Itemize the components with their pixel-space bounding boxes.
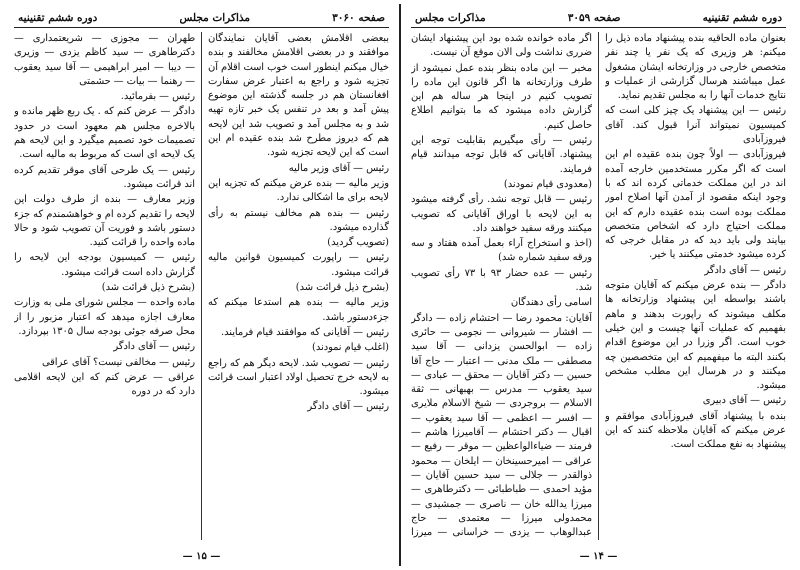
paragraph: طهران — مجوزی — شریعتمداری — دکترطاهری — سید کاظم یزدی — وزیری — دیبا — امیر ابراهیمی — آقا سید یعقوب — رهنما — بیات — حشمتی: [14, 33, 195, 87]
right-page-column-right: [605, 32, 786, 540]
paragraph: ماده واحده — مجلس شورای ملی به وزارت معارف اجازه میدهد که اعتبار مزبور را از محل صرفه جوئی بودجه سال ۱۳۰۵ بپردازد.: [14, 297, 195, 337]
column-divider: [598, 32, 599, 540]
paragraph: آقایان: محمود رضا — احتشام زاده — دادگر — افشار — شیروانی — نجومی — حائری زاده — ابوالحسن یزدانی — آقا سید مصطفی — ملک مدنی — اعتبار — حاج آقا حسین — دکتر آقایان — محقق — عبادی — سید یعقوب — مدرس — بهبهانی — ثقة الاسلام — بروجردی — شیخ الاسلام ملایری — افسر — اعظمی — آقا سید یعقوب — اقبال — دکتر احتشام — آقامیرزا هاشم — فرمند — ضیاءالواعظین — موقر — رفیع — عراقی — امیرحسینخان — ایلخان — محمود ذوالقدر — جلالی — سید حسین آقایان — مؤید احمدی — طباطبائی — دکترطاهری — میرزا یدالله خان — ناصری — جمشیدی — محمدولی میرزا — معتمدی — حاج عبدالوهاب — یزدی — خراسانی — میرزا: [411, 312, 592, 539]
paragraph: رئیس — آقای دبیری: [702, 395, 786, 407]
left-page-title: مذاکرات مجلس: [179, 12, 251, 24]
paragraph: بنده با پیشنهاد آقای فیروزآبادی موافقم و عرض میکنم که آقایان ملاحظه کنند که این پیشنهاد به نفع مملکت است.: [605, 410, 786, 451]
left-page-header: [14, 10, 389, 28]
paragraph: رئیس — راپورت کمیسیون قوانین مالیه قرائت میشود.: [208, 252, 389, 278]
left-page-session: دوره ششم تقنینیه: [18, 12, 98, 24]
book-spread: [4, 4, 796, 566]
left-page-columns: [14, 32, 389, 540]
paragraph: مخبر — این ماده بنظر بنده عمل نمیشود از طرف وزارتخانه ها اگر قانون این ماده را تصویب کنیم در اینجا هر ساله هم این گزارش داده میشود که ما بتوانیم اطلاع حاصل کنیم.: [411, 62, 592, 131]
left-page-column-left: [14, 32, 195, 540]
right-page-number: صفحه ۳۰۵۹: [567, 12, 621, 24]
paragraph: رئیس — کمیسیون بودجه این لایحه را گزارش داده است قرائت میشود.: [14, 252, 195, 278]
paragraph: رئیس — آقای دادگر: [704, 264, 786, 276]
paragraph: اگر ماده خوانده شده بود این پیشنهاد ایشان ضرری نداشت ولی الان موقع آن نیست.: [411, 33, 592, 59]
left-page: [4, 4, 401, 566]
paragraph: رئیس — قابل توجه نشد. رأی گرفته میشود به این لایحه با اوراق آقایانی که تصویب میکنند ورقه سفید خواهند داد.: [411, 194, 592, 234]
paragraph: بعنوان ماده الحاقیه بنده پیشنهاد ماده ذیل را میکنم: هر وزیری که یک نفر یا چند نفر متخصص خارجی در وزارتخانه ایشان مشغول عمل میباشند هرسال گزارشی از عملیات و نتایج خدمات آنها را به مجلس تقدیم نماید.: [605, 33, 786, 102]
right-page-footer: — ۱۴ —: [579, 551, 618, 562]
paragraph: وزیر مالیه — بنده عرض میکنم که تجزیه این لایحه برای ما اشکالی ندارد.: [208, 177, 389, 204]
paragraph: رئیس — آقایانی که موافقند قیام فرمایند.: [220, 326, 389, 338]
right-page-session: دوره ششم تقنینیه: [702, 12, 782, 24]
paragraph: رئیس — تصویب شد. لایحه دیگر هم که راجع به لایحه خرج تحصیل اولاد اعتبار است قرائت میشود.: [208, 357, 389, 398]
left-page-number: صفحه ۳۰۶۰: [332, 12, 385, 24]
paragraph: رئیس — این پیشنهاد یک چیز کلی است که کمیسیون نمیتواند آنرا قبول کند. آقای فیروزآبادی: [605, 105, 786, 146]
paragraph: ببعضی اقلامش بعضی آقایان نمایندگان موافقند و در بعضی اقلامش مخالفند و بنده خیال میکنم اینطور است خوب است اقلام آن تجزیه شود و راجع به اعتبار عرض سفارت افغانستان هم در جلسه گذشته این موضوع پیش آمد و بعد در تنفس یک خبر تازه تهیه شد و به مجلس آمد و تصویب شد این لایحه هم که دیروز مطرح شد بنده عقیده ام این است که این لایحه تجزیه شود.: [208, 33, 389, 159]
paragraph: (تصویب گردید): [327, 237, 389, 249]
paragraph: رئیس — عده حضار ۹۳ با ۷۳ رأی تصویب شد.: [411, 267, 592, 294]
paragraph: (اخذ و استخراج آراء بعمل آمده هفتاد و سه ورقه سفید شماره شد): [411, 238, 592, 264]
left-page-column-right: [208, 32, 389, 540]
paragraph: (اغلب قیام نمودند): [312, 342, 389, 354]
right-page-columns: [411, 32, 786, 540]
paragraph: وزیر معارف — بنده از طرف دولت این لایحه را تقدیم کرده ام و خواهشمندم که جزء دستور باشد و فوریت آن تصویب شود و حالا ماده واحده را قرائت کنید.: [14, 194, 195, 249]
paragraph: وزیر مالیه — بنده هم استدعا میکنم که جزءدستور باشد.: [208, 297, 389, 323]
paragraph: رئیس — مخالفی نیست؟ آقای عراقی: [41, 356, 195, 368]
paragraph: اسامی رأی دهندگان: [510, 297, 592, 309]
right-page-title: مذاکرات مجلس: [415, 12, 486, 24]
paragraph: رئیس — آقای دادگر: [307, 401, 389, 413]
paragraph: عراقی — عرض کنم که این لایحه اقلامی دارد که در دوره: [14, 371, 195, 398]
paragraph: دادگر — عرض کنم که . یک ربع ظهر مانده و بالاخره مجلس هم معهود است در حدود تصمیمات خود تصمیم میگیرد و این لایحه هم یک لایحه ای است که مربوط به مالیه است.: [14, 106, 195, 161]
right-page-header: [411, 10, 786, 28]
paragraph: فیروزآبادی — اولاً چون بنده عقیده ام این است که اگر مکرر مستخدمین خارجه آمده اند در این مملکت خدماتی کرده اند که با وجود اینکه مقصود از آمدن آنها اصلاح امور مملکت بوده است بنده عقیده دارم که این مملکت احتیاج دارد که اشخاص متخصص بیایند ولی باید دید که در مقابل خرجی که کرده میشود خدمتی میکنند یا خیر.: [605, 149, 786, 261]
paragraph: دادگر — بنده عرض میکنم که آقایان متوجه باشند بواسطه این پیشنهاد وزارتخانه ها مکلف میشوند که راپورت بدهند و ماهم بفهمیم که عملیات آنها چیست و این خیلی خوب است. اگر وزرا در این موضوع اقدام بکنند البته ما میفهمیم که این متخصصین چه میکنند و در هرسال این مطلب مشخص میشود.: [605, 280, 786, 392]
paragraph: (بشرح ذیل قرائت شد): [101, 282, 195, 294]
paragraph: (بشرح ذیل قرائت شد): [295, 282, 389, 294]
column-divider: [201, 32, 202, 540]
right-page: [401, 4, 796, 566]
paragraph: رئیس — یک طرحی آقای موقر تقدیم کرده اند قرائت میشود.: [14, 164, 195, 190]
right-page-column-left: [411, 32, 592, 540]
paragraph: رئیس — رأی میگیریم بقابلیت توجه این پیشنهاد. آقایانی که قابل توجه میدانند قیام فرمایند.: [411, 135, 592, 175]
paragraph: رئیس — آقای دادگر: [113, 341, 195, 353]
paragraph: رئیس — بفرمائید.: [120, 91, 195, 103]
paragraph: رئیس — بنده هم مخالف نیستم به رأی گذارده میشود.: [208, 207, 389, 233]
paragraph: (معدودی قیام نمودند): [503, 178, 592, 190]
left-page-footer: — ۱۵ —: [182, 551, 221, 562]
paragraph: رئیس — آقای وزیر مالیه: [288, 162, 389, 174]
